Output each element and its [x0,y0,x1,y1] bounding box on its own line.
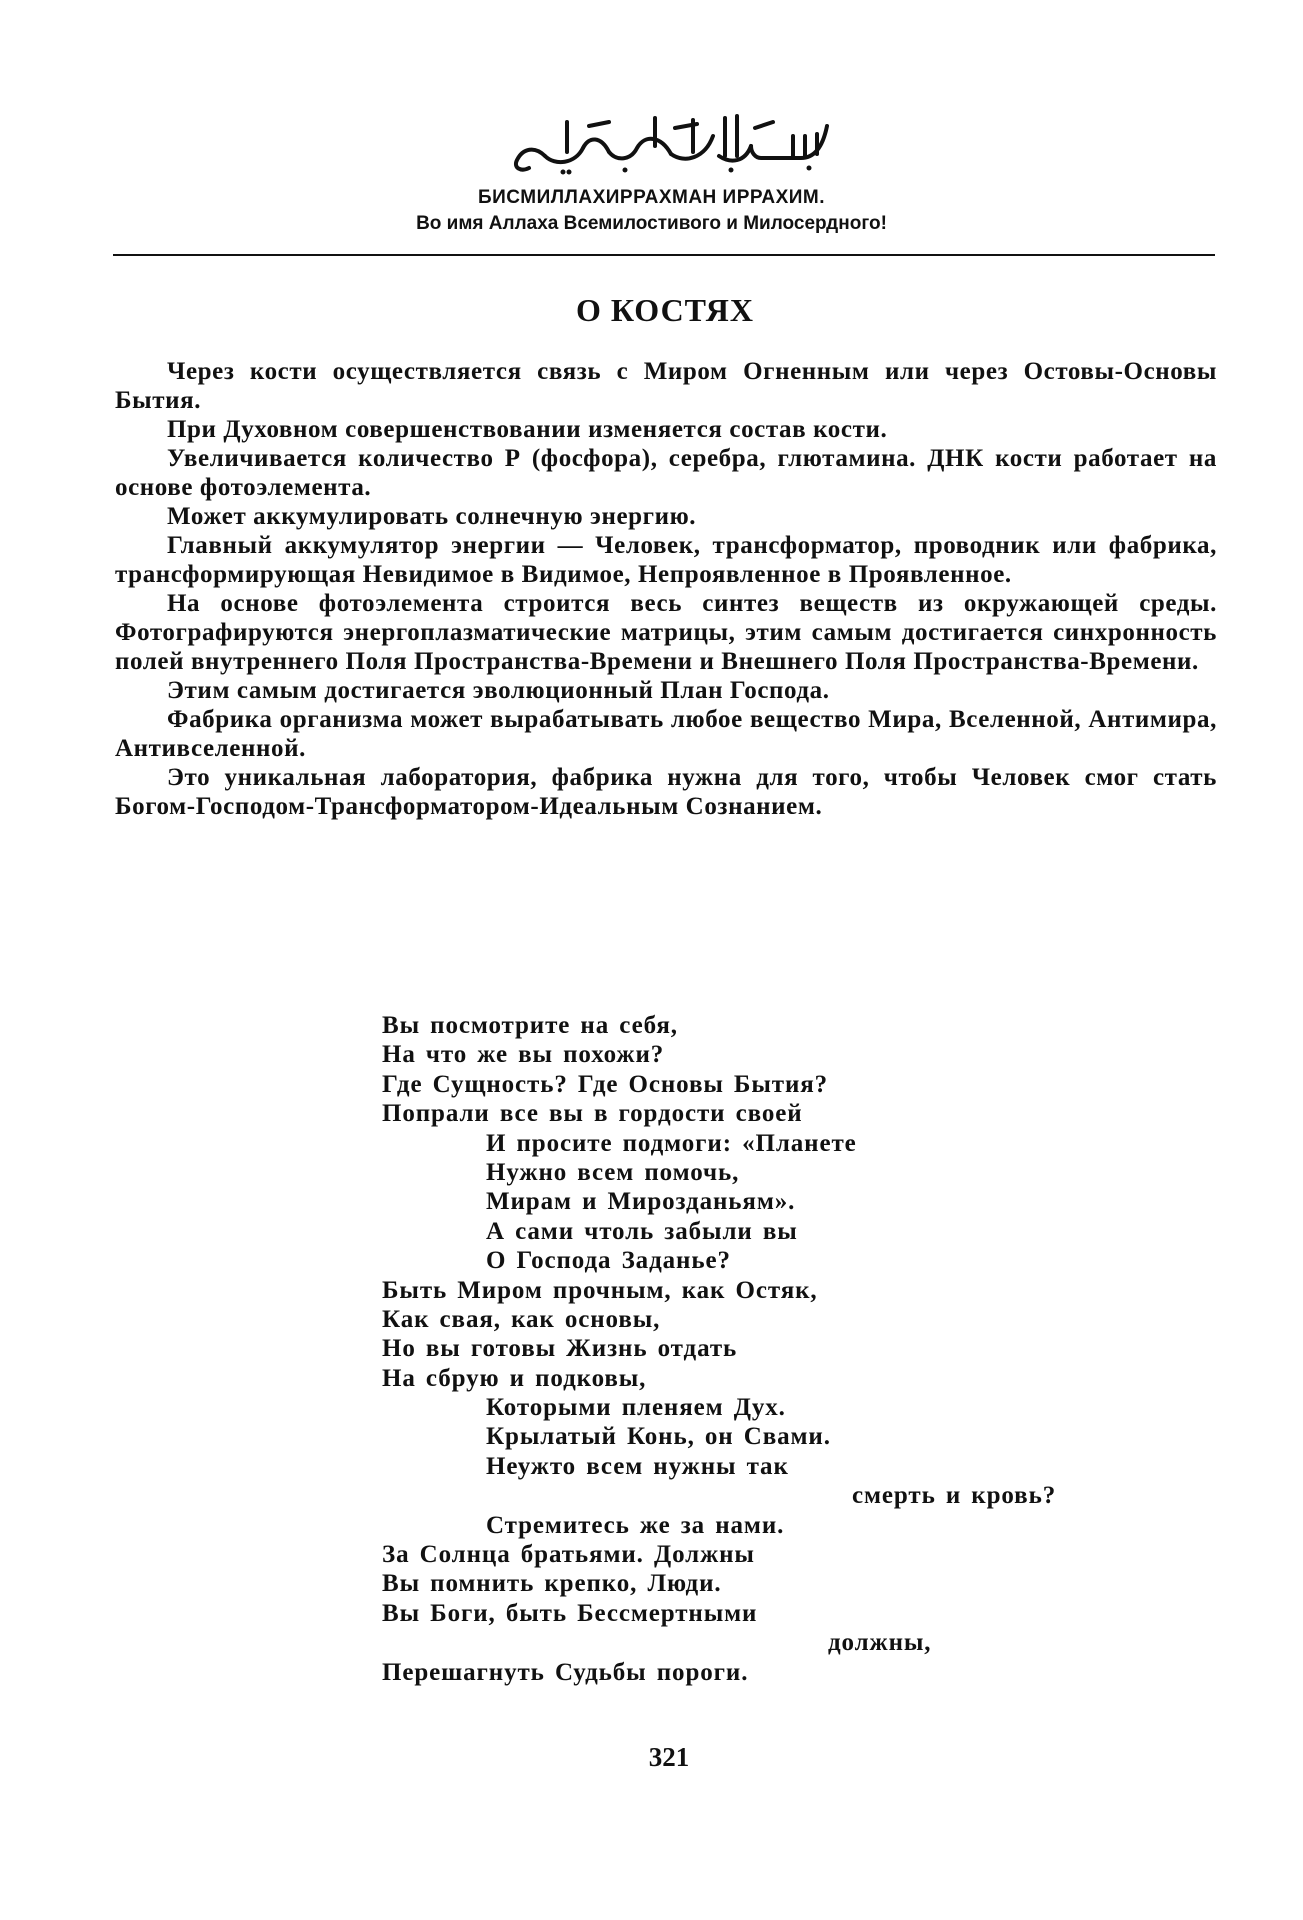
poem-line: Неужто всем нужны так [486,1452,789,1480]
poem-line: должны, [828,1629,932,1657]
header-transliteration: БИСМИЛЛАХИРРАХМАН ИРРАХИМ. [477,187,826,208]
bismillah-calligraphy [505,106,835,176]
paragraph: Это уникальная лаборатория, фабрика нужна для того, чтобы Человек смог стать Богом-Господом-Трансформатором-Идеальным Сознанием. [115,764,1217,820]
poem-line: Вы помнить крепко, Люди. [382,1570,722,1598]
poem-line: Которыми пленяем Дух. [486,1394,786,1422]
poem-line: О Господа Заданье? [486,1247,731,1275]
poem-line: Как свая, как основы, [382,1305,661,1333]
paragraph: На основе фотоэлемента строится весь синтез веществ из окружающей среды. Фотографируются энергоплазматические матрицы, этим самым достигается синхронность полей внутреннего Поля Пространства-Времени и Внешнего Поля Пространства-Времени. [115,590,1217,675]
paragraph: При Духовном совершенствовании изменяется состав кости. [167,416,888,443]
poem [382,1011,1202,1687]
paragraph: Может аккумулировать солнечную энергию. [167,503,697,530]
poem-line: Вы Боги, быть Бессмертными [382,1599,758,1627]
paragraph: Через кости осуществляется связь с Миром Огненным или через Остовы-Основы Бытия. [115,358,1217,414]
header-translation: Во имя Аллаха Всемилостивого и Милосердного! [416,213,887,234]
poem-line: А сами чтоль забыли вы [486,1217,798,1245]
poem-line: Попрали все вы в гордости своей [382,1100,803,1128]
poem-line: Но вы готовы Жизнь отдать [382,1335,738,1363]
poem-line: Крылатый Конь, он Свами. [486,1423,831,1451]
poem-line: Вы посмотрите на себя, [382,1012,678,1039]
poem-line: Стремитесь же за нами. [486,1511,785,1539]
page-number: 321 [648,1742,690,1772]
poem-line: смерть и кровь? [852,1482,1057,1510]
poem-line: За Солнца братьями. Должны [382,1541,755,1569]
poem-line: На сбрую и подковы, [382,1364,647,1392]
poem-line: Перешагнуть Судьбы пороги. [382,1658,749,1686]
paragraph: Увеличивается количество Р (фосфора), серебра, глютамина. ДНК кости работает на основе фотоэлемента. [115,445,1217,501]
poem-line: Где Сущность? Где Основы Бытия? [382,1070,829,1098]
poem-line: И просите подмоги: «Планете [486,1129,857,1157]
paragraph: Этим самым достигается эволюционный План Господа. [167,677,830,704]
header-divider [113,254,1215,256]
poem-line: Мирам и Мирозданьям». [486,1188,796,1216]
paragraph: Фабрика организма может вырабатывать любое вещество Мира, Вселенной, Антимира, Антивселенной. [115,706,1217,762]
body-text [115,357,1217,821]
paragraph: Главный аккумулятор энергии — Человек, трансформатор, проводник или фабрика, трансформирующая Невидимое в Видимое, Непроявленное в Проявленное. [115,532,1217,588]
poem-line: На что же вы похожи? [382,1041,665,1069]
poem-line: Нужно всем помочь, [486,1158,740,1186]
poem-line: Быть Миром прочным, как Остяк, [382,1276,818,1304]
page-title: О КОСТЯХ [575,292,755,328]
